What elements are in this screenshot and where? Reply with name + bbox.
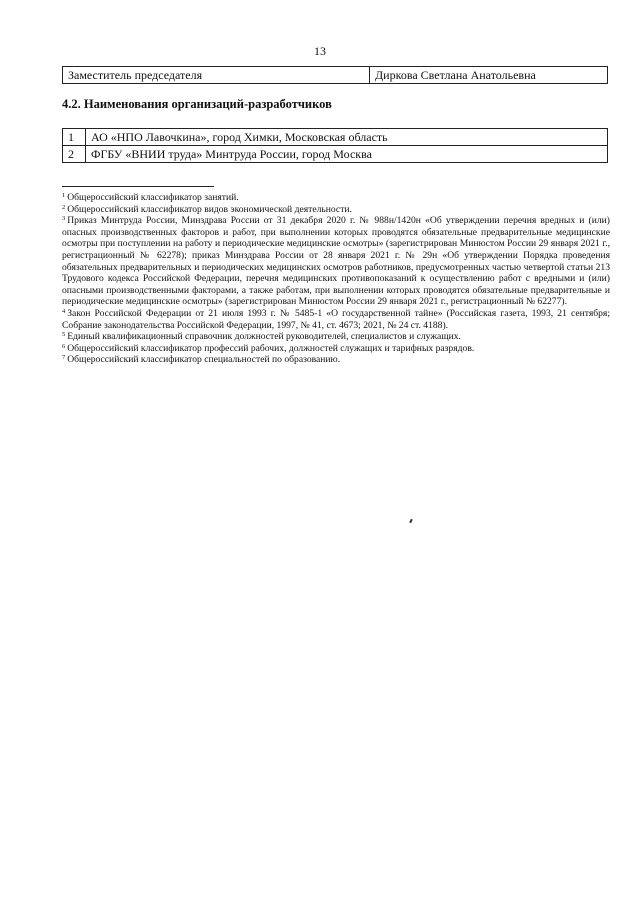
footnote	[62, 354, 610, 366]
footnote	[62, 343, 610, 355]
footnote-text: Общероссийский классификатор специальностей по образованию.	[67, 354, 341, 366]
footnote-text: Общероссийский классификатор профессий рабочих, должностей служащих и тарифных разрядов.	[67, 342, 475, 354]
footnotes	[62, 192, 610, 366]
footnote	[62, 331, 610, 343]
scan-speck	[409, 519, 413, 523]
section-heading: 4.2. Наименования организаций-разработчиков	[62, 97, 332, 111]
row-number: 2	[63, 146, 86, 163]
footnote-mark: 1	[62, 192, 66, 199]
footnote	[62, 192, 610, 204]
footnote-mark: 5	[62, 331, 66, 339]
footnote-text: Приказ Минтруда России, Минздрава России от 31 декабря 2020 г. № 988н/1420н «Об утверждении перечня вредных и (или) опасных производственных факторов и работ, при выполнении которых проводятся обязательные предварительные медицинские осмотры при поступлении на работу и периодические медицинские осмотры» (зарегистрирован Минюстом России 29 января 2021 г., регистрационный № 62278); приказ Минздрава России от 28 января 2021 г. № 29н «Об утверждении Порядка проведения обязательных предварительных и периодических медицинских осмотров работников, предусмотренных частью четвертой статьи 213 Трудового кодекса Российской Федерации, перечня медицинских противопоказаний к осуществлению работ с вредными и (или) опасными производственными факторами, а также работам, при выполнении которых проводятся обязательные предварительные и периодические медицинские осмотры» (зарегистрирован Минюстом России 29 января 2021 г., регистрационный № 62277).	[62, 215, 610, 308]
footnote-text: Общероссийский классификатор занятий.	[67, 192, 239, 203]
footnote-mark: 6	[62, 342, 66, 350]
footnote	[62, 215, 610, 308]
footnote	[62, 308, 610, 331]
signatory-name: Диркова Светлана Анатольевна	[370, 67, 608, 84]
table-row	[63, 146, 608, 163]
footnote-separator	[62, 186, 214, 187]
footnote-text: Общероссийский классификатор видов экономической деятельности.	[67, 203, 352, 215]
table-row	[63, 129, 608, 146]
organization-name: АО «НПО Лавочкина», город Химки, Московская область	[86, 129, 608, 146]
page-number: 13	[314, 44, 326, 58]
footnote-text: Единый квалификационный справочник должностей руководителей, специалистов и служащих.	[67, 331, 461, 343]
signatory-role: Заместитель председателя	[63, 67, 370, 84]
footnote	[62, 204, 610, 216]
footnote-mark: 7	[62, 354, 66, 362]
footnote-mark: 4	[62, 307, 66, 315]
signature-row	[63, 67, 608, 84]
organizations-table	[62, 128, 608, 163]
signature-table	[62, 66, 608, 84]
organization-name: ФГБУ «ВНИИ труда» Минтруда России, город Москва	[86, 146, 608, 163]
footnote-mark: 2	[62, 203, 66, 211]
footnote-mark: 3	[62, 215, 66, 223]
row-number: 1	[63, 129, 86, 146]
footnote-text: Закон Российской Федерации от 21 июля 1993 г. № 5485-1 «О государственной тайне» (Российская газета, 1993, 21 сентября; Собрание законодательства Российской Федерации, 1997, № 41, ст. 4673; 2021, № 24 ст. 4188).	[62, 307, 610, 331]
